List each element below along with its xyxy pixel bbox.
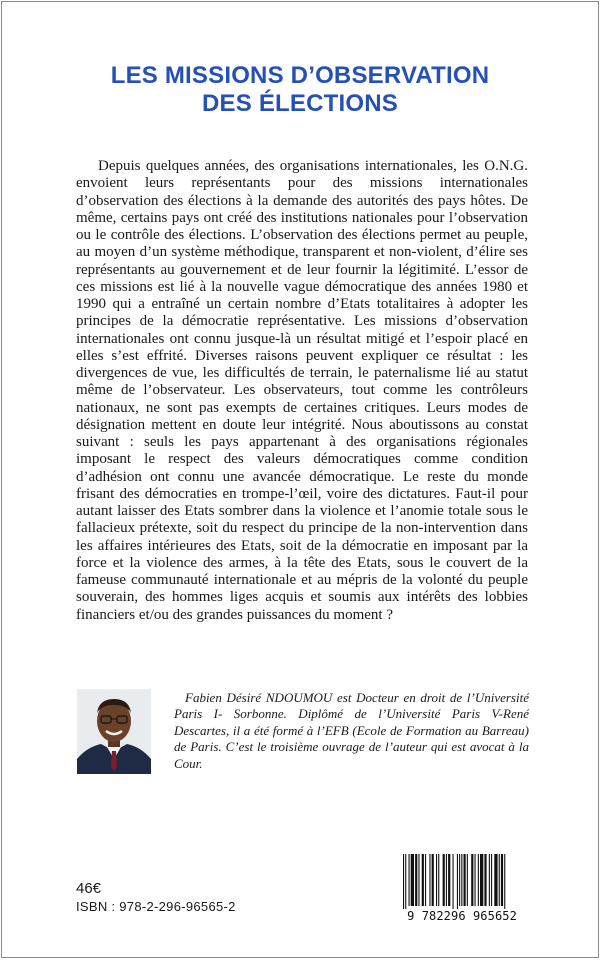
barcode-bar [480, 854, 483, 906]
barcode-bar [422, 854, 424, 906]
author-photo [77, 689, 151, 774]
barcode-bar [438, 854, 439, 906]
barcode-bar [464, 854, 466, 906]
barcode-bar [453, 854, 454, 909]
barcode-bar [429, 854, 430, 906]
barcode-bar [425, 854, 426, 906]
barcode-digits: 9 782296 965652 [393, 909, 531, 923]
book-title [40, 62, 560, 118]
book-title-line-2: DES ÉLECTIONS [202, 90, 398, 117]
barcode-bar [415, 854, 417, 906]
barcode-bar [457, 854, 458, 909]
barcode-bar [446, 854, 447, 906]
barcode-bar [478, 854, 479, 906]
barcode-bar [409, 854, 410, 906]
barcode-bar [403, 854, 404, 909]
barcode-bar [501, 854, 503, 906]
barcode-bars [393, 852, 531, 909]
barcode-bar [443, 854, 445, 906]
barcode-bar [405, 854, 406, 909]
barcode [393, 852, 531, 922]
barcode-bar [432, 854, 434, 906]
barcode-bar [491, 854, 492, 906]
author-bio: Fabien Désiré NDOUMOU est Docteur en droit de l’Université Paris I- Sorbonne. Diplômé de l’Université Paris V-René Descartes, il a été formé à l’EFB (Ecole de Formation au Barreau) de Paris. C’est le troisième ouvrage de l’auteur qui est avocat à la Cour. [174, 690, 529, 771]
barcode-bar [418, 854, 419, 906]
book-title-line-1: LES MISSIONS D’OBSERVATION [110, 62, 490, 89]
barcode-bar [499, 854, 500, 906]
barcode-bar [411, 854, 414, 906]
barcode-bar [475, 854, 476, 906]
barcode-bar [448, 854, 450, 906]
barcode-bar [489, 854, 490, 906]
barcode-bar [494, 854, 497, 906]
barcode-bar [467, 854, 468, 906]
barcode-bar [461, 854, 462, 906]
back-cover-summary: Depuis quelques années, des organisations internationales, les O.N.G. envoient leurs représentants pour des missions internationales d’observation des élections à la demande des autorités des pays hôtes. De même, certains pays ont créé des institutions nationales pour l’observation ou le contrôle des élections. L’observation des élections permet au peuple, au moyen d’un système méthodique, transparent et non-violent, d’élire ses représentants au gouvernement et de leur fournir la légitimité. L’essor de ces missions est lié à la nouvelle vague démocratique des années 1980 et 1990 qui a entraîné un certain nombre d’Etats totalitaires à adopter les principes de la démocratie représentative. Les missions d’observation internationales ont connu jusque-là un résultat mitigé et l’espoir placé en elles s’est effrité. Diverses raisons peuvent expliquer ce résultat : les divergences de vue, les difficultés de terrain, le paternalisme lié au statut même de l’observateur. Les observateurs, tout comme les contrôleurs nationaux, ne sont pas exempts de certaines critiques. Leurs modes de désignation mettent en doute leur intégrité. Nous aboutissons au constat suivant : seuls les pays appartenant à des organisations régionales imposant le respect des valeurs démocratiques comme condition d’adhésion ont connu une avancée démocratique. Le reste du monde frisant des démocraties en trompe-l’œil, voire des dictatures. Faut-il pour autant laisser des Etats sombrer dans la violence et l’anomie totale sous le fallacieux prétexte, soit du respect du principe de la non-intervention dans les affaires intérieures des Etats, soit de la démocratie en imposant par la force et la violence des armes, à la tête des Etats, sous le couvert de la fameuse communauté internationale et au mépris de la volonté du peuple souverain, des hommes liges acquis et soumis aux intérêts des lobbies financiers et/ou des grandes puissances du moment ? [76, 158, 528, 623]
price: 46€ [76, 880, 102, 897]
barcode-bar [459, 854, 460, 906]
isbn: ISBN : 978-2-296-96565-2 [76, 899, 236, 914]
barcode-bar [504, 854, 505, 909]
barcode-bar [436, 854, 437, 906]
barcode-bar [484, 854, 486, 906]
barcode-bar [471, 854, 473, 906]
